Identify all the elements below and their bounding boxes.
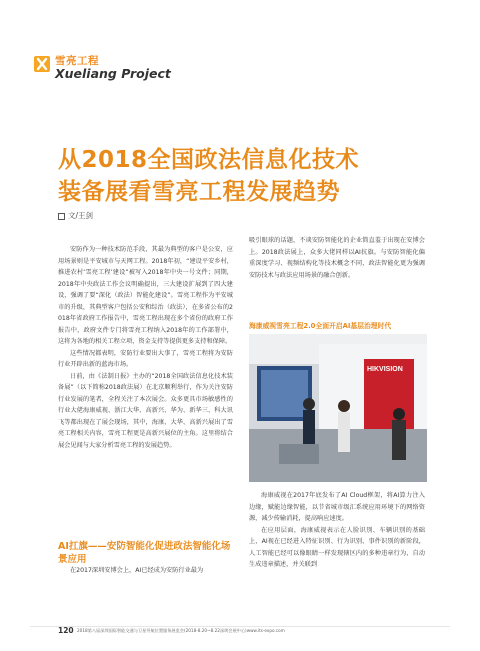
paragraph: 这些情况都表明，安防行业要出大事了，雪亮工程将为安防行业开辟出新的蓝海市场。	[58, 349, 233, 368]
booth-photo	[249, 334, 427, 482]
section-heading: AI扛旗——安防智能化促进政法智能化场景应用	[58, 541, 231, 565]
paragraph: 在2017深圳安博会上，AI已经成为安防行业最为	[70, 567, 204, 574]
section-body	[58, 565, 233, 577]
page-number: 120	[58, 626, 74, 635]
left-column	[58, 244, 233, 451]
photo-caption: 海康威视雪亮工程2.0全面开启AI基层治理时代	[249, 322, 392, 330]
paragraph: 海康威视在2017年底发布了AI Cloud框架，将AI算力注入边缘，赋能边缘智能，以节省城市级汇系统应用环境下的网络资源，减少传输消耗，提高响应速度。	[249, 492, 425, 522]
byline-box-icon	[58, 213, 65, 220]
section-label-cn: 雪亮工程	[55, 55, 99, 67]
article-title-line1: 从2018全国政法信息化技术	[58, 147, 360, 173]
right-column-top	[249, 235, 425, 281]
paragraph: 安防作为一种技术防范手段，其最为典型的客户是公安，应用场景则是平安城市与天网工程。2018年初，“建设平安乡村，推进农村‘雪亮工程’建设”被写入2018年中央一号文件；同期，2018年中央政法工作会议明确提出，三大建设扩展到了四大建设，强调了要“深化（政法）智能化建设”。雪亮工程作为平安城市的升级，其典型客户包括公安和综治（政法），在多省公布的2018年省政府工作报告中，雪亮工程出现在多个省份的政府工作报告中，政府文件专门将雪亮工程纳入2018年的工作部署中，这将为各地的相关工程立项、资金支持等提供更多支持和保障。	[58, 246, 233, 345]
footer-divider	[30, 626, 450, 627]
author-byline	[58, 210, 93, 221]
footer-text: 2018第八届深圳国际智能交通与卫星导航位置服务展览会(2018-8.20~8.22深圳会展中心)www.its-expo.com	[77, 628, 285, 633]
hikvision-sign: HIKVISION	[367, 366, 403, 373]
right-column-bottom	[249, 490, 425, 571]
x-logo-icon	[34, 56, 50, 72]
section-label-en: Xueliang Project	[55, 66, 171, 81]
paragraph: 日前，由《法制日报》主办的“2018全国政法信息化技术装备展”（以下简称2018政法展）在北京顺利举行，作为关注安防行业发展的笔者，全程关注了本次展会。众多更具市场敏感性的行业大佬海康威视、浙江大华、高新兴、华为、新华三、科大讯飞等都出现在了展会现场，其中，海康、大华、高新兴展出了雪亮工程相关内容，雪亮工程更是高新兴展位的主角。这里将结合展会见闻与大家分析雪亮工程的发展趋势。	[58, 372, 233, 449]
paragraph: 吸引眼球的话题，不谈安防智能化的企业简直羞于出现在安博会上。2018政法展上，众多大佬同样以AI抗旗。与安防智能化偏重深度学习、视频结构化等技术概念不同，政法智能化更为强调安防技术与政法应用场景的融合创新。	[249, 237, 425, 279]
paragraph: 在应用层面，海康威视表示在人脸识别、车辆识别的基础上，AI视在已经进入特征识别、行为识别、事件识别的新阶段，人工智能已经可以像眼睛一样发现辖区内的多种违章行为，自动生成违章描述，并关联到	[249, 526, 425, 568]
article-title-line2: 装备展看雪亮工程发展趋势	[58, 179, 340, 205]
author-name: 文/王剑	[68, 211, 94, 220]
